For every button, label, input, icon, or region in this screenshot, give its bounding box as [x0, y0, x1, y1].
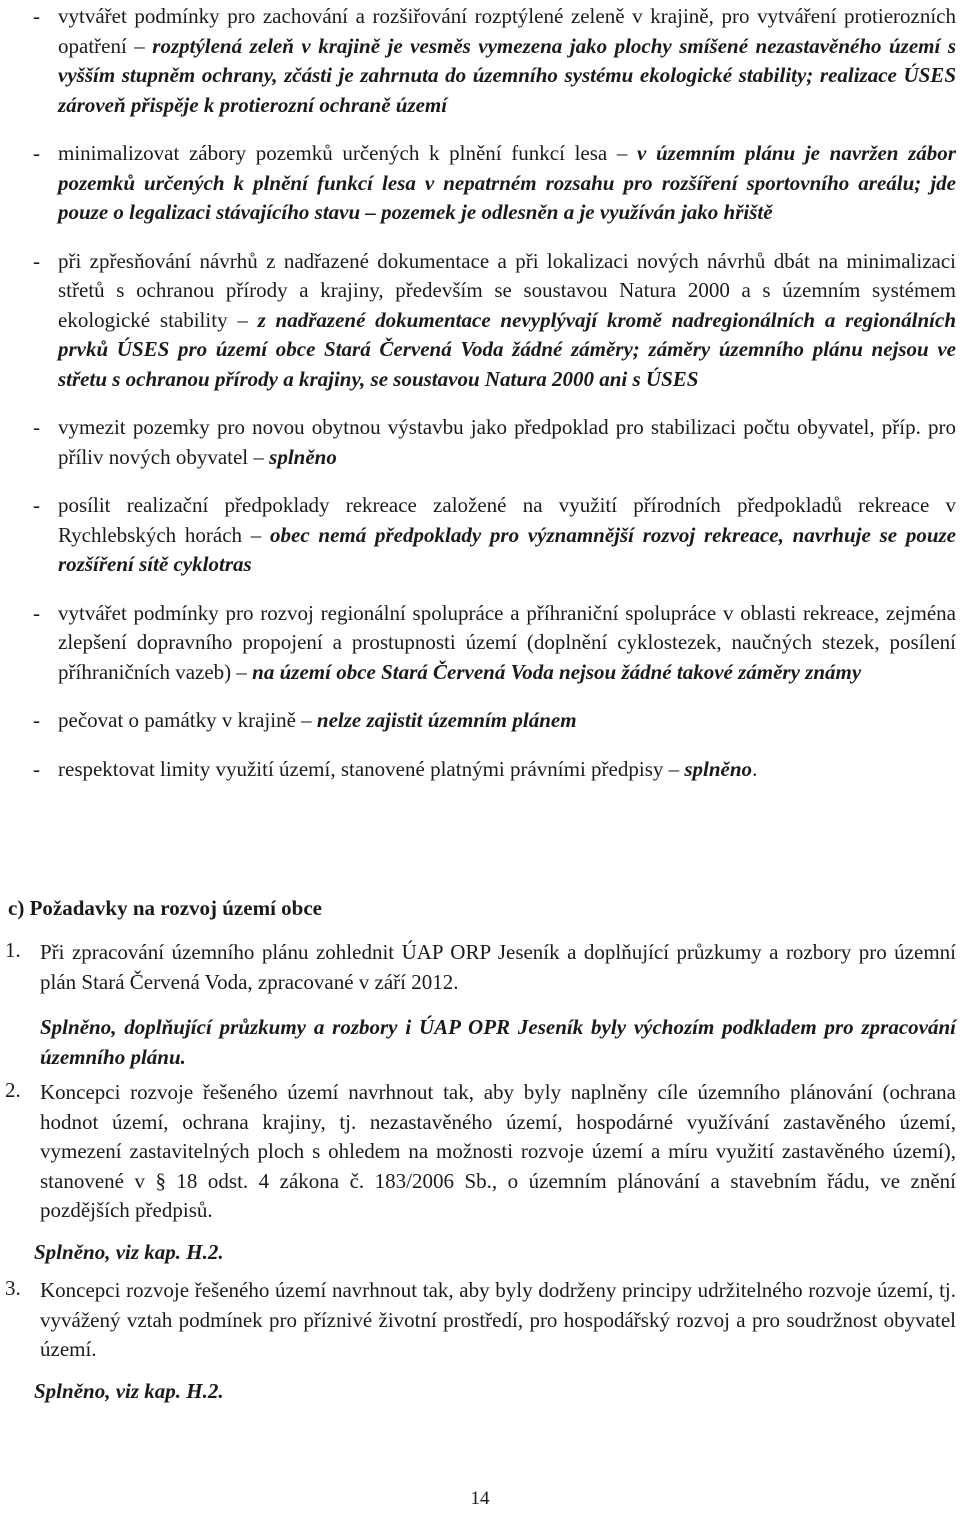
item-number: 1.: [5, 938, 21, 962]
requirements-bullet-list: [0, 2, 960, 803]
bullet-text: vymezit pozemky pro novou obytnou výstavbu jako předpoklad pro stabilizaci počtu obyvatel, příp. pro příliv nových obyvatel –: [58, 415, 956, 469]
bullet-evaluation: v územním plánu je navržen zábor pozemků určených k plnění funkcí lesa v nepatrném rozsahu pro rozšíření sportovního areálu; jde pouze o legalizaci stávajícího stavu – pozemek je odlesněn a je využíván jako hřiště: [58, 141, 956, 224]
item-result: Splněno, doplňující průzkumy a rozbory i ÚAP OPR Jeseník byly výchozím podkladem pro zpracování územního plánu.: [40, 1015, 956, 1069]
bullet-item: [0, 491, 960, 580]
numbered-item: [0, 938, 960, 1072]
bullet-dash: -: [33, 493, 40, 517]
item-number: 3.: [5, 1276, 21, 1300]
item-number: 2.: [5, 1078, 21, 1102]
numbered-item: [0, 1276, 960, 1406]
bullet-evaluation: na území obce Stará Červená Voda nejsou žádné takové záměry známy: [252, 659, 862, 684]
bullet-text: respektovat limity využití území, stanovené platnými právními předpisy –: [58, 756, 685, 781]
bullet-text: minimalizovat zábory pozemků určených k plnění funkcí lesa –: [58, 141, 638, 165]
bullet-item: [0, 706, 960, 736]
bullet-item: [0, 139, 960, 228]
section-heading: c) Požadavky na rozvoj území obce: [8, 896, 322, 920]
bullet-evaluation: splněno: [269, 444, 337, 469]
bullet-item: [0, 247, 960, 395]
item-text: Koncepci rozvoje řešeného území navrhnout tak, aby byly naplněny cíle územního plánování (ochrana hodnot území, ochrana krajiny, tj. nezastavěného území, hospodárné využívání zastavěného území, vymezení zastavitelných ploch s ohledem na možnosti rozvoje území a míru využití zastavěného území), stanovené v § 18 odst. 4 zákona č. 183/2006 Sb., o územním plánování a stavebním řádu, ve znění pozdějších předpisů.: [40, 1080, 956, 1222]
bullet-item: [0, 2, 960, 120]
bullet-text: posílit realizační předpoklady rekreace založené na využití přírodních předpokladů rekreace v Rychlebských horách –: [58, 493, 956, 547]
bullet-after: .: [752, 756, 758, 781]
bullet-item: [0, 413, 960, 472]
bullet-item: [0, 755, 960, 785]
bullet-text: vytvářet podmínky pro rozvoj regionální spolupráce a příhraniční spolupráce v oblasti rekreace, zejména zlepšení dopravního propojení a prostupnosti území (doplnění cyklostezek, naučných stezek, posílení příhraničních vazeb) –: [58, 600, 956, 684]
bullet-dash: -: [33, 708, 40, 732]
bullet-text: pečovat o památky v krajině –: [58, 708, 317, 732]
bullet-dash: -: [33, 4, 40, 28]
bullet-dash: -: [33, 141, 40, 165]
item-text: Při zpracování územního plánu zohlednit ÚAP ORP Jeseník a doplňující průzkumy a rozbory pro územní plán Stará Červená Voda, zpracované v září 2012.: [40, 940, 956, 994]
bullet-dash: -: [33, 415, 40, 439]
bullet-evaluation: nelze zajistit územním plánem: [316, 708, 577, 732]
item-result: Splněno, viz kap. H.2.: [34, 1239, 224, 1264]
bullet-text: vytvářet podmínky pro zachování a rozšiřování rozptýlené zeleně v krajině, pro vytváření protierozních opatření –: [58, 4, 956, 58]
bullet-evaluation: rozptýlená zeleň v krajině je vesměs vymezena jako plochy smíšené nezastavěného území s vyšším stupněm ochrany, zčásti je zahrnuta do územního systému ekologické stability; realizace ÚSES zároveň přispěje k protierozní ochraně území: [58, 33, 956, 117]
bullet-dash: -: [33, 248, 40, 273]
bullet-evaluation: z nadřazené dokumentace nevyplývají kromě nadregionálních a regionálních prvků ÚSES pro území obce Stará Červená Voda žádné záměry; záměry územního plánu nejsou ve střetu s ochranou přírody a krajiny, se soustavou Natura 2000 ani s ÚSES: [58, 307, 957, 391]
bullet-dash: -: [33, 600, 40, 625]
bullet-evaluation: splněno: [684, 756, 753, 781]
bullet-dash: -: [33, 756, 40, 781]
bullet-text: při zpřesňování návrhů z nadřazené dokumentace a při lokalizaci nových návrhů dbát na minimalizaci střetů s ochranou přírody a krajiny, především se soustavou Natura 2000 a s územním systémem ekologické stability –: [58, 248, 956, 332]
numbered-item: [0, 1078, 960, 1267]
bullet-evaluation: obec nemá předpoklady pro významnější rozvoj rekreace, navrhuje se pouze rozšíření sítě cyklotras: [58, 522, 956, 576]
bullet-item: [0, 599, 960, 688]
page-number: 14: [470, 1488, 490, 1509]
item-text: Koncepci rozvoje řešeného území navrhnout tak, aby byly dodrženy principy udržitelného rozvoje území, tj. vyvážený vztah podmínek pro příznivé životní prostředí, pro hospodářský rozvoj a pro soudržnost obyvatel území.: [40, 1278, 956, 1361]
item-result: Splněno, viz kap. H.2.: [34, 1378, 224, 1403]
